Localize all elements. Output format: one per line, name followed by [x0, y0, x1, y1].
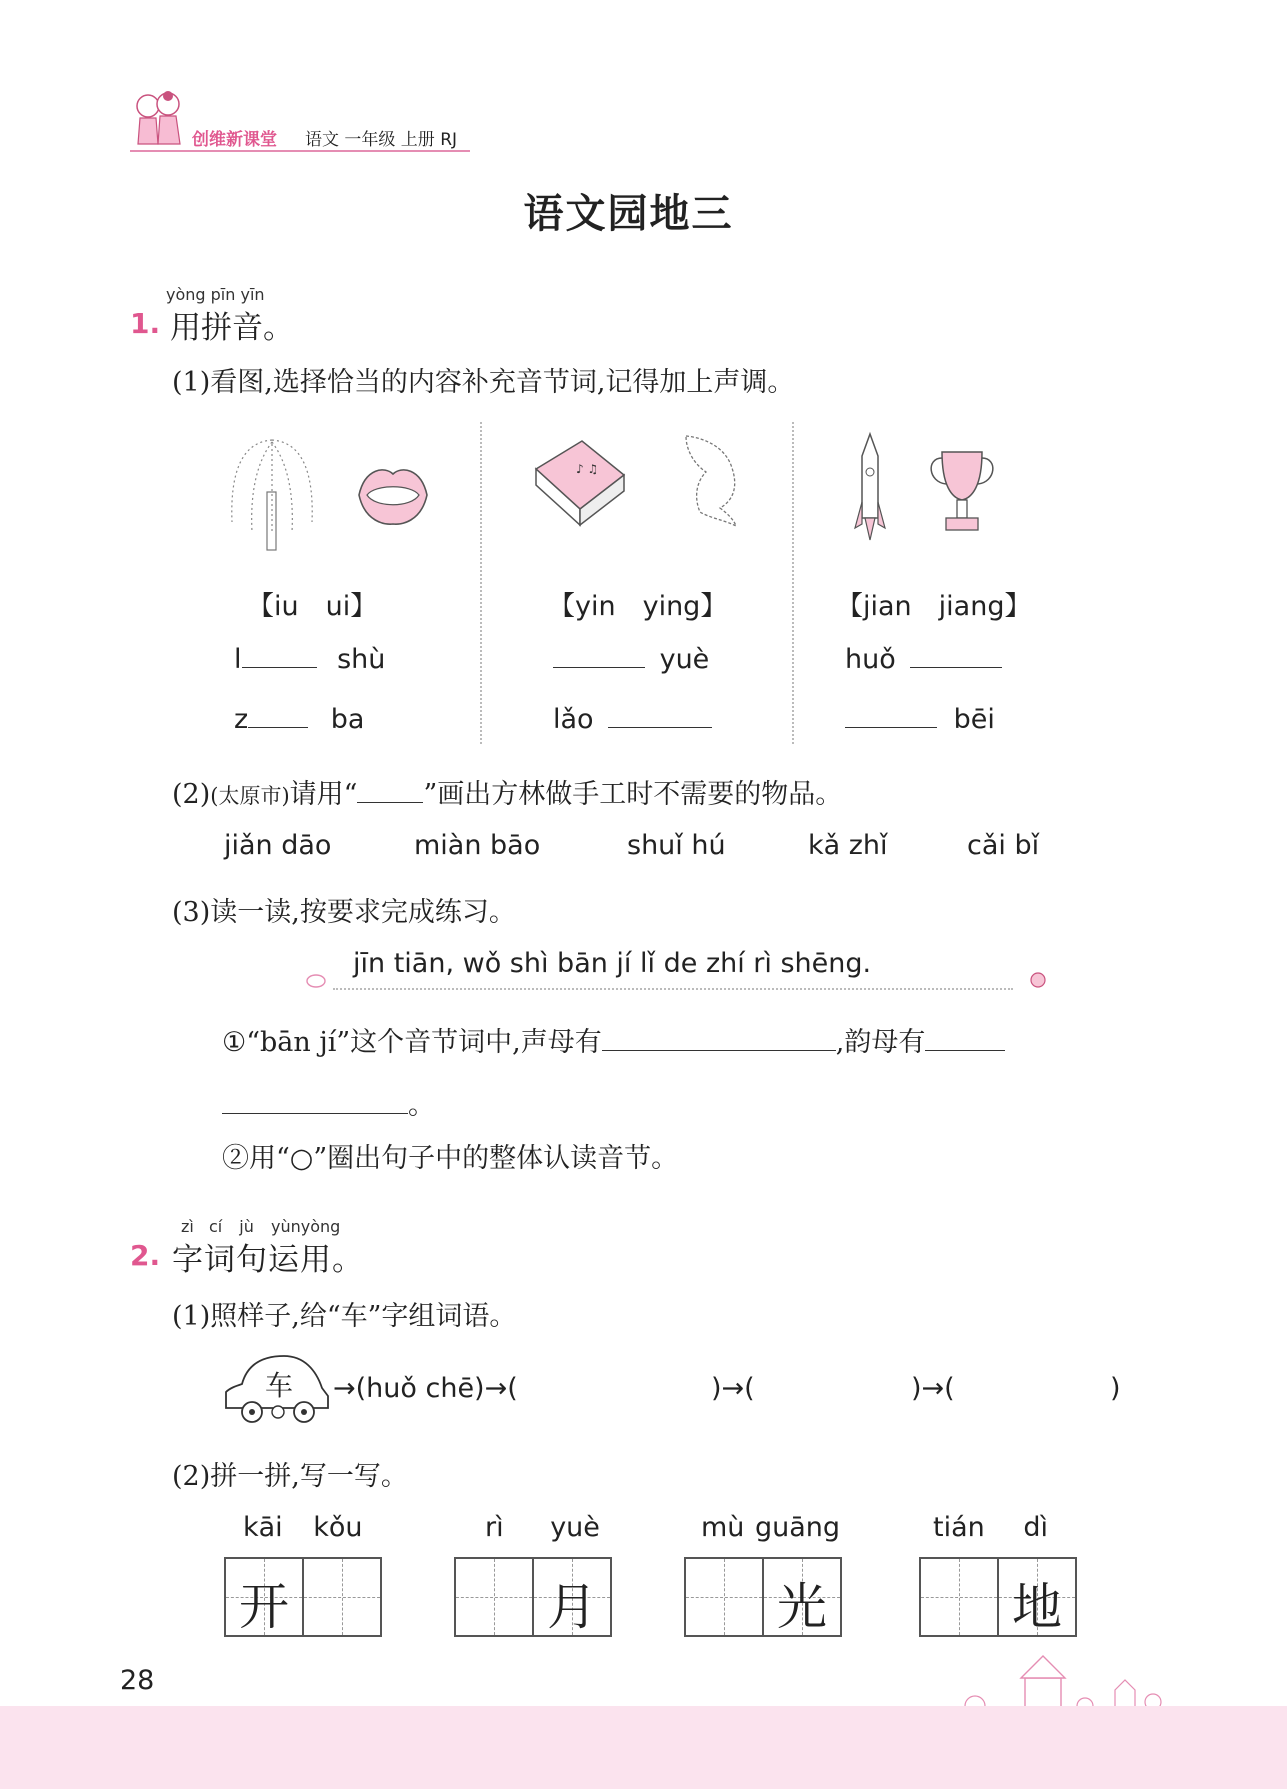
- q1-p3-task2: ②用“○”圈出句子中的整体认读音节。: [222, 1143, 679, 1174]
- q1-p2-item[interactable]: jiǎn dāo: [224, 830, 332, 861]
- answer-blank[interactable]: [608, 727, 712, 728]
- answer-blank[interactable]: [845, 727, 937, 728]
- q2-pinyin-syllable: cí: [208, 1217, 223, 1236]
- group2-row2: [553, 704, 712, 735]
- pinyin-syllable: mù: [701, 1512, 745, 1543]
- q1-p2-text-a: 请用“: [289, 779, 358, 810]
- q2-pinyin-syllable: jù: [239, 1217, 254, 1236]
- q2-number: 2.: [130, 1239, 161, 1272]
- writing-cell[interactable]: [532, 1557, 612, 1637]
- answer-blank[interactable]: [910, 667, 1002, 668]
- q2-p1-instruction: (1)照样子,给“车”字组词语。: [172, 1301, 517, 1332]
- cell-character: 光: [777, 1578, 827, 1636]
- task1-text-b: ,韵母有: [835, 1027, 926, 1058]
- task1-end: 。: [408, 1090, 435, 1121]
- sentence-leaf-icon: [305, 972, 327, 994]
- word2-pinyin: [485, 1512, 600, 1543]
- group3-row1: [845, 644, 1002, 675]
- music-book-icon: [530, 435, 630, 531]
- task1-text-a: ①“bān jí”这个音节词中,声母有: [222, 1027, 602, 1058]
- brand-label: 创维新课堂: [192, 130, 277, 150]
- writing-cell[interactable]: [302, 1557, 382, 1637]
- q1-p2-prefix: (2): [172, 779, 211, 810]
- q1-pinyin: yòng pīn yīn: [166, 285, 265, 304]
- q1-p2-item[interactable]: kǎ zhǐ: [808, 830, 888, 861]
- q2-pinyin-syllable: zì: [181, 1217, 194, 1236]
- rocket-icon: [853, 432, 887, 548]
- footer-band: [0, 1706, 1287, 1789]
- group3-options: 【jian jiang】: [836, 591, 1032, 622]
- word3-pinyin: [701, 1512, 840, 1543]
- q1-p2-item[interactable]: shuǐ hú: [627, 830, 726, 861]
- q1-p2-city: (太原市): [210, 784, 290, 808]
- q1-p2-item[interactable]: miàn bāo: [414, 830, 541, 861]
- svg-text:♪ ♫: ♪ ♫: [576, 462, 599, 476]
- writing-cell[interactable]: [919, 1557, 999, 1637]
- q2-p1-arrow: )→(: [711, 1373, 755, 1404]
- cell-character: 地: [1012, 1578, 1062, 1636]
- group1-row1-suffix: shù: [337, 644, 386, 675]
- group1-row1-prefix: l: [234, 644, 242, 675]
- writing-cell[interactable]: [684, 1557, 764, 1637]
- car-character: 车: [265, 1369, 294, 1402]
- group2-row1-suffix: yuè: [659, 644, 710, 675]
- group1-row2-prefix: z: [234, 704, 249, 735]
- q2-p2-instruction: (2)拼一拼,写一写。: [172, 1461, 408, 1492]
- group3-row2-suffix: bēi: [953, 704, 995, 735]
- q2-p1-close: ): [1110, 1373, 1121, 1404]
- q2-title: 字词句运用。: [172, 1242, 364, 1278]
- writing-cell[interactable]: [997, 1557, 1077, 1637]
- q2-p1-arrow: )→(: [911, 1373, 955, 1404]
- q1-p3-sentence: jīn tiān, wǒ shì bān jí lǐ de zhí rì shēng.: [353, 948, 872, 979]
- header-mascot-icon: [128, 88, 188, 154]
- pinyin-syllable: dì: [1023, 1512, 1048, 1543]
- lips-icon: [355, 462, 431, 532]
- q2-pinyin-syllable: yùn: [270, 1217, 301, 1236]
- page-title: 语文园地三: [523, 191, 734, 237]
- group3-row2: [845, 704, 995, 735]
- q1-p3-task1: [222, 1020, 1005, 1059]
- answer-blank[interactable]: [242, 667, 317, 668]
- group1-row2: [234, 704, 364, 735]
- eagle-icon: [676, 428, 746, 532]
- pinyin-syllable: guāng: [755, 1512, 841, 1543]
- q1-p3-task1-cont: [222, 1083, 435, 1122]
- answer-blank[interactable]: [602, 1050, 836, 1051]
- answer-blank[interactable]: [925, 1050, 1005, 1051]
- divider: [480, 422, 482, 744]
- subject-label: 语文 一年级 上册 RJ: [305, 130, 458, 150]
- trophy-icon: [922, 446, 1002, 542]
- willow-tree-icon: [222, 432, 322, 554]
- sentence-flower-icon: [1028, 970, 1048, 994]
- group1-row2-suffix: ba: [330, 704, 365, 735]
- page-number: 28: [120, 1665, 155, 1696]
- answer-blank[interactable]: [553, 667, 645, 668]
- q1-p1-instruction: (1)看图,选择恰当的内容补充音节词,记得加上声调。: [172, 367, 795, 398]
- word1-pinyin: [243, 1512, 363, 1543]
- pinyin-syllable: yuè: [550, 1512, 600, 1543]
- word4-pinyin: [933, 1512, 1048, 1543]
- group2-row1: [553, 644, 709, 675]
- group2-options: 【yin ying】: [548, 591, 728, 622]
- q2-pinyin-syllable: yòng: [300, 1217, 341, 1236]
- q1-title: 用拼音。: [170, 310, 294, 346]
- sentence-dotted-underline: [333, 988, 1013, 990]
- group1-options: 【iu ui】: [247, 591, 378, 622]
- q1-p2-instruction: [172, 772, 842, 811]
- q2-p1-example: →(huǒ chē)→(: [333, 1373, 518, 1404]
- answer-blank[interactable]: [248, 727, 308, 728]
- writing-cell[interactable]: [762, 1557, 842, 1637]
- pinyin-syllable: kāi: [243, 1512, 283, 1543]
- writing-cell[interactable]: [224, 1557, 304, 1637]
- writing-cell[interactable]: [454, 1557, 534, 1637]
- group3-row1-prefix: huǒ: [845, 644, 896, 675]
- q1-p2-item[interactable]: cǎi bǐ: [967, 830, 1040, 861]
- q1-p2-text-b: ”画出方林做手工时不需要的物品。: [423, 779, 843, 810]
- group1-row1: [234, 644, 385, 675]
- cell-character: 月: [547, 1578, 597, 1636]
- group2-row2-prefix: lǎo: [553, 704, 594, 735]
- underline-sample: [357, 802, 423, 803]
- divider: [792, 422, 794, 744]
- q1-p3-instruction: (3)读一读,按要求完成练习。: [172, 897, 516, 928]
- header-divider: [130, 150, 470, 152]
- cell-character: 开: [239, 1578, 289, 1636]
- pinyin-syllable: tián: [933, 1512, 985, 1543]
- q1-number: 1.: [130, 307, 161, 340]
- pinyin-syllable: kǒu: [313, 1512, 363, 1543]
- answer-blank[interactable]: [222, 1113, 408, 1114]
- pinyin-syllable: rì: [485, 1512, 504, 1543]
